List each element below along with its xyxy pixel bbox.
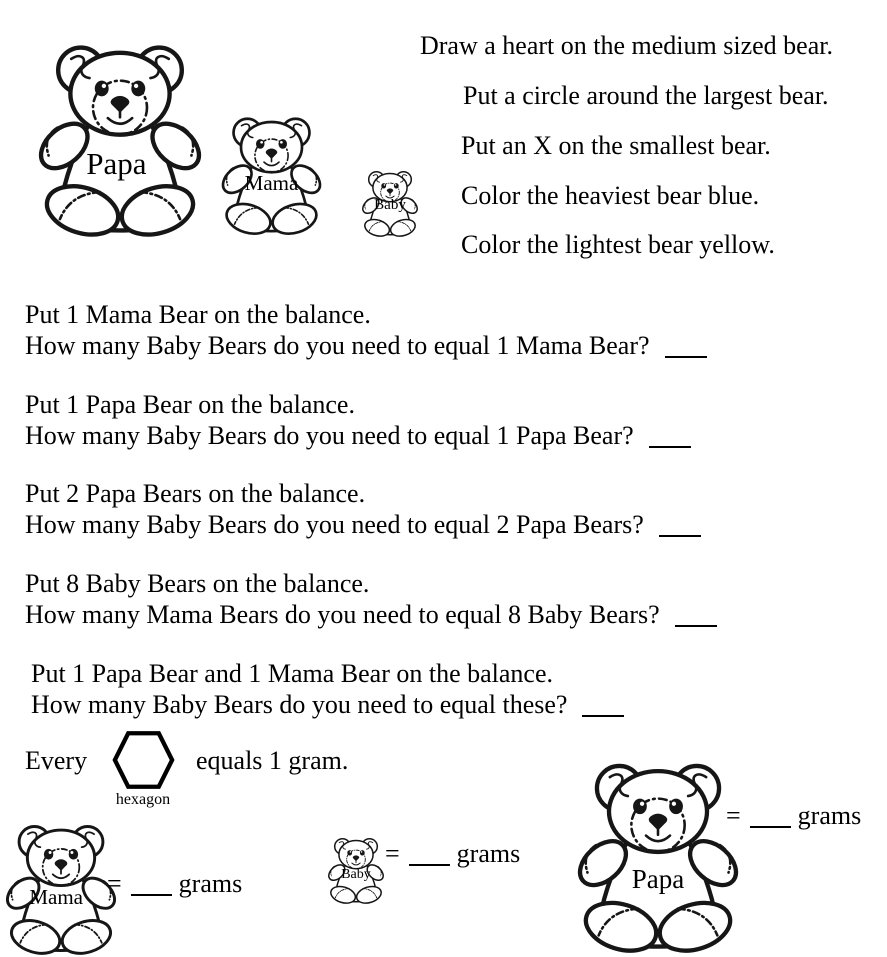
mama-bear-label: Mama: [244, 170, 299, 195]
papa-bear-figure-top: [30, 38, 210, 240]
question-setup: Put 1 Papa Bear on the balance.: [25, 390, 355, 419]
mama-bear-label: Mama: [29, 885, 84, 910]
answer-blank[interactable]: [675, 625, 717, 627]
papa-bear-figure-bottom: [572, 756, 744, 956]
equals-sign: =: [385, 839, 400, 868]
hexagon-shape: [112, 730, 175, 790]
teddy-bear-drawing: [30, 38, 210, 240]
question-text: How many Mama Bears do you need to equal 8 Baby Bears?: [25, 600, 660, 629]
balance-question-4: [25, 568, 717, 630]
balance-question-5: [31, 658, 624, 720]
baby-grams-equation: [385, 839, 520, 869]
question-line: [25, 420, 691, 451]
question-setup: Put 1 Papa Bear and 1 Mama Bear on the balance.: [31, 659, 553, 688]
answer-blank-grams[interactable]: [409, 864, 450, 866]
papa-bear-label: Papa: [86, 146, 147, 182]
answer-blank[interactable]: [665, 356, 707, 358]
balance-question-2: [25, 389, 691, 451]
instruction-x-smallest: Put an X on the smallest bear.: [461, 131, 771, 160]
baby-bear-figure-top: [360, 162, 420, 238]
instruction-color-heaviest: Color the heaviest bear blue.: [461, 181, 760, 210]
teddy-bear-drawing: [572, 756, 744, 956]
question-line: [31, 689, 624, 720]
question-setup: Put 1 Mama Bear on the balance.: [25, 300, 371, 329]
grams-unit: grams: [178, 869, 243, 898]
answer-blank-grams[interactable]: [750, 826, 791, 828]
answer-blank[interactable]: [649, 446, 691, 448]
question-setup: Put 2 Papa Bears on the balance.: [25, 479, 366, 508]
question-line: [25, 599, 717, 630]
answer-blank[interactable]: [659, 535, 701, 537]
question-text: How many Baby Bears do you need to equal these?: [31, 690, 568, 719]
baby-bear-figure-bottom: [326, 830, 386, 905]
question-setup: Put 8 Baby Bears on the balance.: [25, 569, 370, 598]
question-text: How many Baby Bears do you need to equal 1 Mama Bear?: [25, 331, 650, 360]
question-line: [25, 509, 701, 540]
mama-bear-figure-top: [218, 103, 325, 237]
equals-sign: =: [726, 801, 741, 830]
question-text: How many Baby Bears do you need to equal 1 Papa Bear?: [25, 421, 634, 450]
question-line: [25, 330, 707, 361]
mama-grams-equation: [107, 869, 242, 899]
balance-question-3: [25, 478, 701, 540]
mama-bear-figure-bottom: [1, 820, 121, 957]
grams-unit: grams: [797, 801, 862, 830]
baby-bear-label: Baby: [374, 197, 406, 214]
instruction-color-lightest: Color the lightest bear yellow.: [461, 230, 775, 259]
papa-bear-label: Papa: [631, 864, 685, 894]
gram-key-prefix: Every: [25, 746, 88, 775]
question-text: How many Baby Bears do you need to equal 2 Papa Bears?: [25, 510, 644, 539]
grams-unit: grams: [456, 839, 521, 868]
answer-blank[interactable]: [582, 715, 624, 717]
hexagon-label: hexagon: [115, 791, 171, 808]
instruction-draw-heart: Draw a heart on the medium sized bear.: [420, 31, 833, 60]
balance-question-1: [25, 299, 707, 361]
equals-sign: =: [107, 869, 122, 898]
answer-blank-grams[interactable]: [131, 894, 172, 896]
instruction-circle-largest: Put a circle around the largest bear.: [463, 81, 829, 110]
papa-grams-equation: [726, 801, 861, 831]
gram-key-suffix: equals 1 gram.: [196, 746, 349, 775]
baby-bear-label: Baby: [341, 866, 371, 882]
